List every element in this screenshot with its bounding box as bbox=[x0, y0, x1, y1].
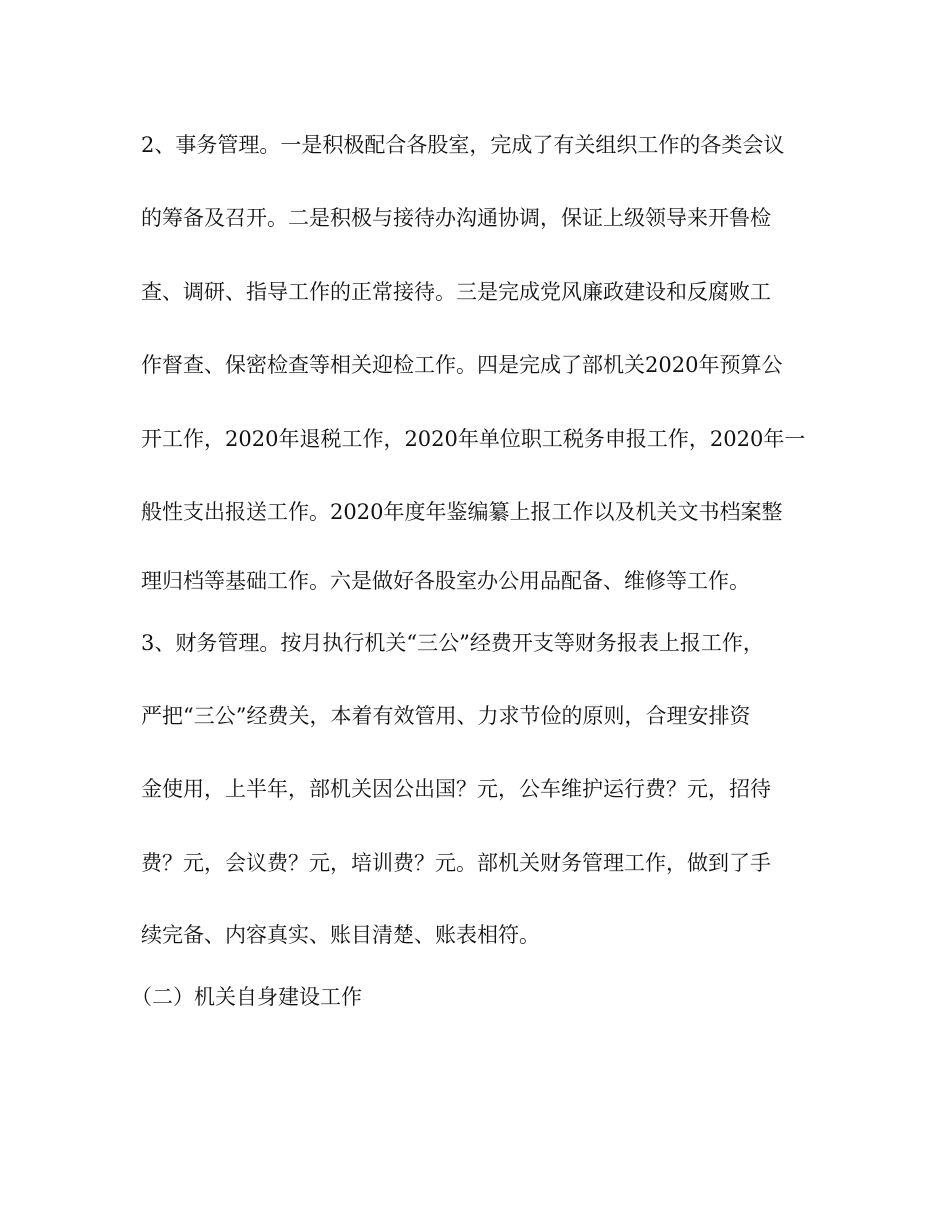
paragraph-line: 2、事务管理。一是积极配合各股室，完成了有关组织工作的各类会议 bbox=[141, 133, 785, 157]
paragraph-line: 般性支出报送工作。2020年度年鉴编纂上报工作以及机关文书档案整 bbox=[141, 500, 783, 524]
paragraph-line: 严把“三公”经费关，本着有效管用、力求节俭的原则，合理安排资 bbox=[141, 704, 751, 728]
section-heading: （二）机关自身建设工作 bbox=[131, 985, 362, 1009]
paragraph-line: 金使用，上半年，部机关因公出国？元，公车维护运行费？元，招待 bbox=[141, 777, 771, 801]
paragraph-line: 理归档等基础工作。六是做好各股室办公用品配备、维修等工作。 bbox=[141, 569, 750, 593]
paragraph-line: 查、调研、指导工作的正常接待。三是完成党风廉政建设和反腐败工 bbox=[141, 280, 771, 304]
paragraph-line: 费？元，会议费？元，培训费？元。部机关财务管理工作，做到了手 bbox=[141, 851, 771, 875]
paragraph-line: 3、财务管理。按月执行机关“三公”经费开支等财务报表上报工作， bbox=[141, 631, 764, 655]
paragraph-line: 开工作，2020年退税工作，2020年单位职工税务申报工作，2020年一 bbox=[141, 427, 806, 451]
paragraph-line: 的筹备及召开。二是积极与接待办沟通协调，保证上级领导来开鲁检 bbox=[141, 206, 771, 230]
paragraph-line: 作督查、保密检查等相关迎检工作。四是完成了部机关2020年预算公 bbox=[141, 353, 783, 377]
paragraph-line: 续完备、内容真实、账目清楚、账表相符。 bbox=[141, 923, 540, 947]
